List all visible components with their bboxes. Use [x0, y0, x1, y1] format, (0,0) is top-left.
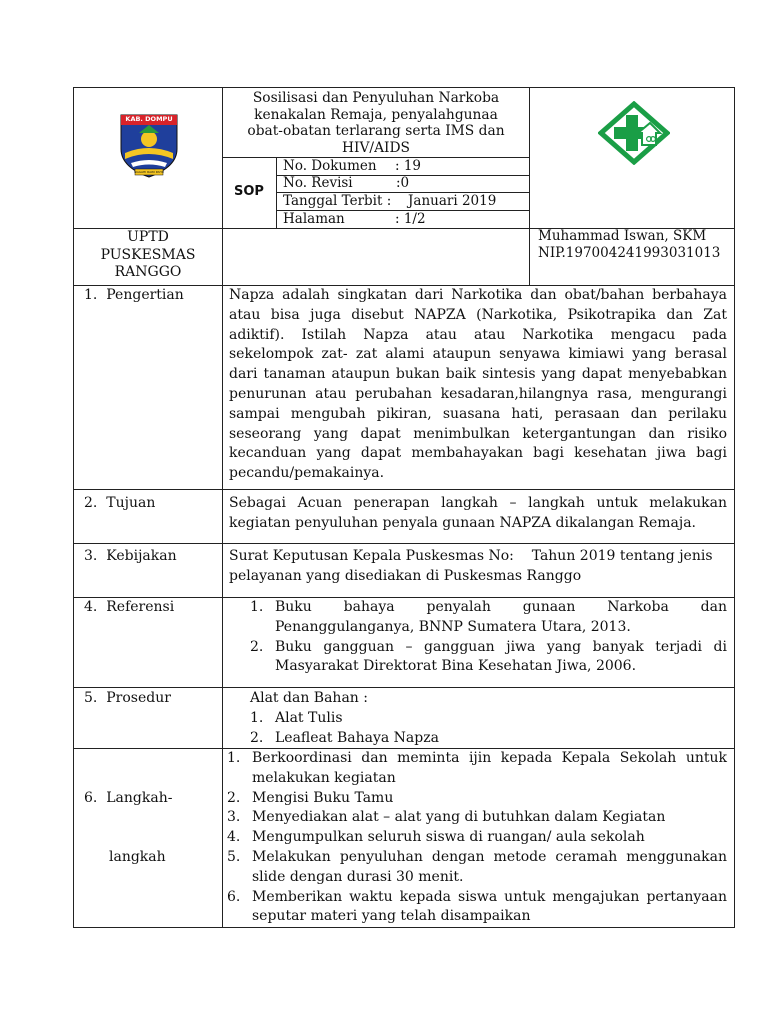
signer-block	[538, 228, 734, 261]
label-pengertian: 1. Pengertian	[84, 287, 184, 303]
table-border-right	[734, 87, 735, 928]
list-langkah	[227, 749, 727, 927]
doc-field-label: Halaman	[283, 211, 345, 227]
list-text: Menyediakan alat – alat yang di butuhkan dalam Kegiatan	[252, 809, 666, 826]
org-line-1: UPTD	[127, 229, 169, 245]
list-item	[227, 888, 727, 928]
doc-field-value: : 1/2	[395, 211, 426, 227]
doc-field-label: No. Dokumen	[283, 158, 377, 174]
list-prosedur	[250, 709, 727, 749]
text-tujuan: Sebagai Acuan penerapan langkah – langkah untuk melakukan kegiatan penyuluhan penyala gunaan NAPZA dikalangan Remaja.	[229, 495, 727, 531]
table-border-top	[73, 87, 735, 88]
signer-nip: NIP.197004241993031013	[538, 244, 721, 261]
list-text: Mengisi Buku Tamu	[252, 789, 394, 806]
list-item	[250, 598, 727, 638]
list-number: 2.	[250, 729, 264, 746]
list-text: Berkoordinasi dan meminta ijin kepada Kepala Sekolah untuk melakukan kegiatan	[252, 750, 727, 786]
label-kebijakan: 3. Kebijakan	[84, 548, 177, 564]
list-text: Alat Tulis	[275, 710, 343, 726]
list-item	[227, 828, 727, 848]
sop-label: SOP	[234, 184, 264, 199]
list-item	[250, 729, 727, 749]
doc-field-label: No. Revisi	[283, 175, 353, 191]
label-referensi: 4. Referensi	[84, 599, 175, 615]
doc-field-value: : 19	[395, 158, 422, 174]
doc-field-value: Januari 2019	[408, 193, 497, 209]
table-border-left	[73, 87, 74, 928]
text-kebijakan: Surat Keputusan Kepala Puskesmas No: Tahun 2019 tentang jenis pelayanan yang disediakan di Puskesmas Ranggo	[229, 548, 717, 584]
list-text: Buku gangguan – gangguan jiwa yang banyak terjadi di Masyarakat Direktorat Bina Kesehatan Jiwa, 2006.	[275, 638, 727, 675]
logo-motto: NGGAHI RAWI PAHU	[134, 170, 164, 174]
prosedur-intro: Alat dan Bahan :	[250, 690, 368, 706]
list-referensi	[250, 598, 727, 677]
list-number: 1.	[250, 599, 264, 615]
title-line-3: obat-obatan terlarang serta IMS dan	[247, 123, 505, 139]
label-langkah-line-1: 6. Langkah-	[84, 789, 173, 806]
list-number: 3.	[227, 809, 241, 826]
title-line-1: Sosilisasi dan Penyuluhan Narkoba	[252, 90, 500, 106]
list-number: 2.	[227, 789, 241, 806]
doc-field-halaman	[283, 211, 528, 228]
sep-after-tujuan	[73, 543, 735, 544]
kab-dompu-logo	[117, 109, 181, 179]
list-number: 5.	[227, 848, 241, 865]
label-langkah	[84, 749, 220, 888]
label-langkah-line-2: langkah	[109, 848, 166, 865]
list-item	[227, 848, 727, 888]
list-number: 1.	[250, 710, 264, 726]
list-number: 6.	[227, 888, 241, 905]
list-item	[250, 709, 727, 729]
signer-name: Muhammad Iswan, SKM	[538, 228, 707, 244]
sop-title	[226, 90, 526, 156]
list-text: Memberikan waktu kepada siswa untuk mengajukan pertanyaan seputar materi yang telah disampaikan	[252, 888, 727, 925]
list-text: Buku bahaya penyalah gunaan Narkoba dan Penanggulanganya, BNNP Sumatera Utara, 2013.	[275, 599, 727, 635]
text-pengertian: Napza adalah singkatan dari Narkotika dan obat/bahan berbahaya atau bisa juga disebut NAPZA (Narkotika, Psikotrapika dan Zat adiktif). Istilah Napza atau atau Narkotika mengacu pada sekelompok zat- zat alami ataupun senyawa kimiawi yang berasal dari tanaman ataupun bukan baik sintesis yang dapat menyebabkan penurunan atau perubahan kesadaran,hilangnya rasa, mengurangi sampai mengubah pikiran, suasana hati, perasaan dan perilaku seseorang yang dapat menimbulkan ketergantungan dan risiko kecanduan yang dapat membahayakan bagi kesehatan jiwa bagi pecandu/pemakainya.	[229, 287, 727, 482]
header-divider-1	[222, 87, 223, 928]
list-text: Melakukan penyuluhan dengan metode ceramah menggunakan slide dengan durasi 30 menit.	[252, 848, 727, 885]
header-divider-2	[529, 87, 530, 285]
doc-field-label: Tanggal Terbit :	[283, 193, 392, 209]
list-number: 2.	[250, 638, 264, 655]
list-text: Mengumpulkan seluruh siswa di ruangan/ aula sekolah	[252, 829, 645, 846]
doc-field-no-dokumen	[283, 158, 528, 175]
doc-field-value: :0	[396, 175, 410, 191]
doc-field-tanggal-terbit	[283, 193, 528, 210]
org-line-2: PUSKESMAS	[100, 246, 196, 263]
title-line-2: kenakalan Remaja, penyalahgunaa	[254, 106, 498, 123]
list-item	[250, 638, 727, 678]
label-prosedur: 5. Prosedur	[84, 690, 171, 706]
list-item	[227, 789, 727, 809]
puskesmas-logo	[598, 101, 670, 165]
label-tujuan: 2. Tujuan	[84, 495, 156, 511]
org-line-3: RANGGO	[114, 264, 182, 280]
list-number: 1.	[227, 750, 241, 766]
list-text: Leafleat Bahaya Napza	[275, 729, 439, 746]
sep-after-pengertian	[73, 489, 735, 490]
sep-after-referensi	[73, 687, 735, 688]
logo-text: KAB. DOMPU	[125, 115, 173, 123]
list-number: 4.	[227, 829, 241, 846]
list-item	[227, 749, 727, 789]
title-line-4: HIV/AIDS	[341, 139, 411, 156]
list-item	[227, 808, 727, 828]
org-name	[75, 229, 221, 282]
doc-field-no-revisi	[283, 175, 528, 192]
